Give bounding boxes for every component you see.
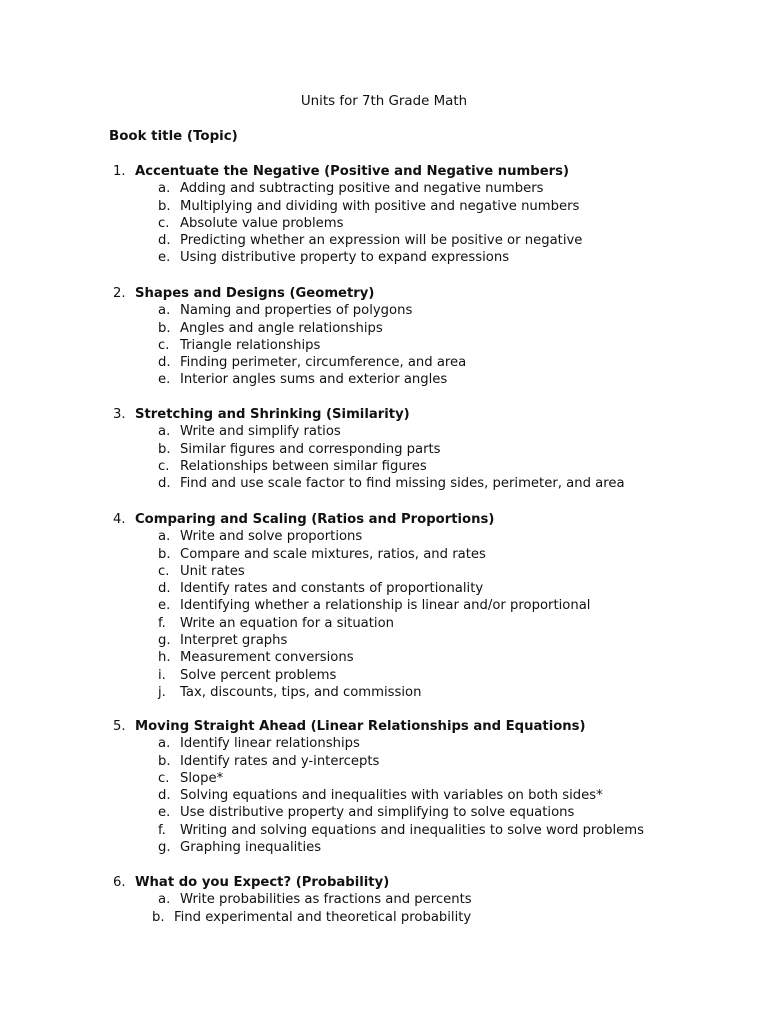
list-item-letter: g. bbox=[158, 840, 171, 856]
list-item-text: Find experimental and theoretical probability bbox=[174, 909, 472, 925]
list-item bbox=[113, 215, 753, 232]
list-item bbox=[113, 302, 753, 319]
unit-heading bbox=[113, 406, 753, 423]
list-item-text: Identify rates and constants of proportionality bbox=[180, 581, 484, 597]
unit-5 bbox=[113, 718, 753, 856]
list-item-letter: i. bbox=[158, 667, 166, 683]
list-item-letter: a. bbox=[158, 303, 171, 319]
list-item bbox=[113, 632, 753, 649]
list-item-letter: f. bbox=[158, 615, 166, 631]
list-item-letter: c. bbox=[158, 770, 170, 786]
list-item-letter: h. bbox=[158, 650, 171, 666]
list-item bbox=[113, 580, 753, 597]
list-item bbox=[113, 458, 753, 475]
unit-heading bbox=[113, 718, 753, 735]
list-item bbox=[113, 423, 753, 440]
list-item-letter: g. bbox=[158, 633, 171, 649]
list-item bbox=[113, 563, 753, 580]
unit-heading bbox=[113, 874, 753, 891]
list-item-letter: b. bbox=[158, 753, 171, 769]
list-item-letter: e. bbox=[158, 805, 171, 821]
list-item-text: Similar figures and corresponding parts bbox=[180, 441, 441, 457]
list-item-text: Write and simplify ratios bbox=[180, 424, 341, 440]
list-item bbox=[113, 198, 753, 215]
list-item bbox=[113, 180, 753, 197]
unit-3 bbox=[113, 406, 753, 492]
list-item bbox=[113, 822, 753, 839]
list-item-text: Identify linear relationships bbox=[180, 736, 360, 752]
list-item-letter: d. bbox=[158, 233, 171, 249]
unit-number: 1. bbox=[113, 164, 126, 179]
list-item bbox=[113, 909, 753, 926]
list-item bbox=[113, 354, 753, 371]
document-title: Units for 7th Grade Math bbox=[300, 94, 468, 109]
list-item-text: Identify rates and y-intercepts bbox=[180, 753, 380, 769]
unit-title: Shapes and Designs (Geometry) bbox=[135, 286, 375, 301]
list-item-letter: b. bbox=[152, 909, 165, 925]
list-item bbox=[113, 615, 753, 632]
list-item-text: Measurement conversions bbox=[180, 650, 354, 666]
list-item-letter: f. bbox=[158, 822, 166, 838]
list-item-letter: b. bbox=[158, 320, 171, 336]
list-item bbox=[113, 753, 753, 770]
unit-heading bbox=[113, 285, 753, 302]
list-item bbox=[113, 337, 753, 354]
list-item bbox=[113, 735, 753, 752]
list-item-letter: e. bbox=[158, 250, 171, 266]
list-item-letter: b. bbox=[158, 546, 171, 562]
list-item-text: Solving equations and inequalities with variables on both sides* bbox=[180, 788, 603, 804]
list-item-text: Naming and properties of polygons bbox=[180, 303, 413, 319]
list-item-text: Using distributive property to expand expressions bbox=[180, 250, 510, 266]
list-item-letter: a. bbox=[158, 892, 171, 908]
list-item bbox=[113, 597, 753, 614]
list-item-text: Write an equation for a situation bbox=[180, 615, 395, 631]
list-item bbox=[113, 475, 753, 492]
list-item bbox=[113, 891, 753, 908]
list-item bbox=[113, 249, 753, 266]
unit-number: 4. bbox=[113, 512, 126, 527]
list-item bbox=[113, 528, 753, 545]
unit-2 bbox=[113, 285, 753, 389]
list-item-letter: c. bbox=[158, 215, 170, 231]
list-item-letter: c. bbox=[158, 337, 170, 353]
list-item-letter: d. bbox=[158, 788, 171, 804]
list-item-text: Write probabilities as fractions and percents bbox=[180, 892, 472, 908]
list-item-letter: c. bbox=[158, 458, 170, 474]
list-item-text: Tax, discounts, tips, and commission bbox=[180, 684, 422, 700]
list-item-letter: a. bbox=[158, 529, 171, 545]
unit-title: Stretching and Shrinking (Similarity) bbox=[135, 407, 410, 422]
list-item-text: Unit rates bbox=[180, 563, 245, 579]
list-item bbox=[113, 546, 753, 563]
list-item-text: Solve percent problems bbox=[180, 667, 337, 683]
unit-number: 2. bbox=[113, 286, 126, 301]
list-item bbox=[113, 232, 753, 249]
unit-heading bbox=[113, 163, 753, 180]
list-item-letter: j. bbox=[158, 684, 166, 700]
list-item-text: Angles and angle relationships bbox=[180, 320, 383, 336]
list-item-letter: a. bbox=[158, 181, 171, 197]
list-item-letter: e. bbox=[158, 372, 171, 388]
unit-heading bbox=[113, 511, 753, 528]
list-item-text: Adding and subtracting positive and negative numbers bbox=[180, 181, 544, 197]
unit-1 bbox=[113, 163, 753, 267]
list-item-letter: b. bbox=[158, 441, 171, 457]
list-item-letter: d. bbox=[158, 476, 171, 492]
list-item-text: Write and solve proportions bbox=[180, 529, 363, 545]
list-item-letter: d. bbox=[158, 581, 171, 597]
unit-title: Comparing and Scaling (Ratios and Proportions) bbox=[135, 512, 495, 527]
list-item-text: Slope* bbox=[180, 770, 224, 786]
list-item bbox=[113, 371, 753, 388]
list-item-text: Graphing inequalities bbox=[180, 840, 322, 856]
unit-4 bbox=[113, 511, 753, 701]
list-item-text: Find and use scale factor to find missing sides, perimeter, and area bbox=[180, 476, 625, 492]
unit-number: 6. bbox=[113, 875, 126, 890]
list-item-text: Predicting whether an expression will be positive or negative bbox=[180, 233, 583, 249]
list-item bbox=[113, 667, 753, 684]
list-item-text: Writing and solving equations and inequalities to solve word problems bbox=[180, 822, 645, 838]
unit-title: What do you Expect? (Probability) bbox=[135, 875, 390, 890]
list-item-letter: b. bbox=[158, 198, 171, 214]
list-item bbox=[113, 649, 753, 666]
list-item-letter: e. bbox=[158, 598, 171, 614]
list-item bbox=[113, 804, 753, 821]
list-item-letter: a. bbox=[158, 424, 171, 440]
list-item bbox=[113, 441, 753, 458]
list-item-letter: a. bbox=[158, 736, 171, 752]
unit-title: Accentuate the Negative (Positive and Negative numbers) bbox=[135, 164, 570, 179]
list-item-text: Multiplying and dividing with positive and negative numbers bbox=[180, 198, 580, 214]
list-item-letter: c. bbox=[158, 563, 170, 579]
list-item-text: Identifying whether a relationship is linear and/or proportional bbox=[180, 598, 591, 614]
unit-number: 3. bbox=[113, 407, 126, 422]
list-item-letter: d. bbox=[158, 355, 171, 371]
unit-number: 5. bbox=[113, 719, 126, 734]
list-item-text: Interior angles sums and exterior angles bbox=[180, 372, 448, 388]
list-item bbox=[113, 770, 753, 787]
list-item bbox=[113, 839, 753, 856]
list-item bbox=[113, 787, 753, 804]
unit-6 bbox=[113, 874, 753, 926]
list-item bbox=[113, 320, 753, 337]
list-item-text: Triangle relationships bbox=[180, 337, 321, 353]
unit-title: Moving Straight Ahead (Linear Relationships and Equations) bbox=[135, 719, 586, 734]
list-item-text: Use distributive property and simplifying to solve equations bbox=[180, 805, 575, 821]
list-item-text: Absolute value problems bbox=[180, 215, 344, 231]
list-item-text: Relationships between similar figures bbox=[180, 458, 427, 474]
list-item bbox=[113, 684, 753, 701]
list-item-text: Finding perimeter, circumference, and area bbox=[180, 355, 467, 371]
document-subtitle: Book title (Topic) bbox=[109, 129, 238, 144]
list-item-text: Interpret graphs bbox=[180, 633, 288, 649]
list-item-text: Compare and scale mixtures, ratios, and rates bbox=[180, 546, 486, 562]
